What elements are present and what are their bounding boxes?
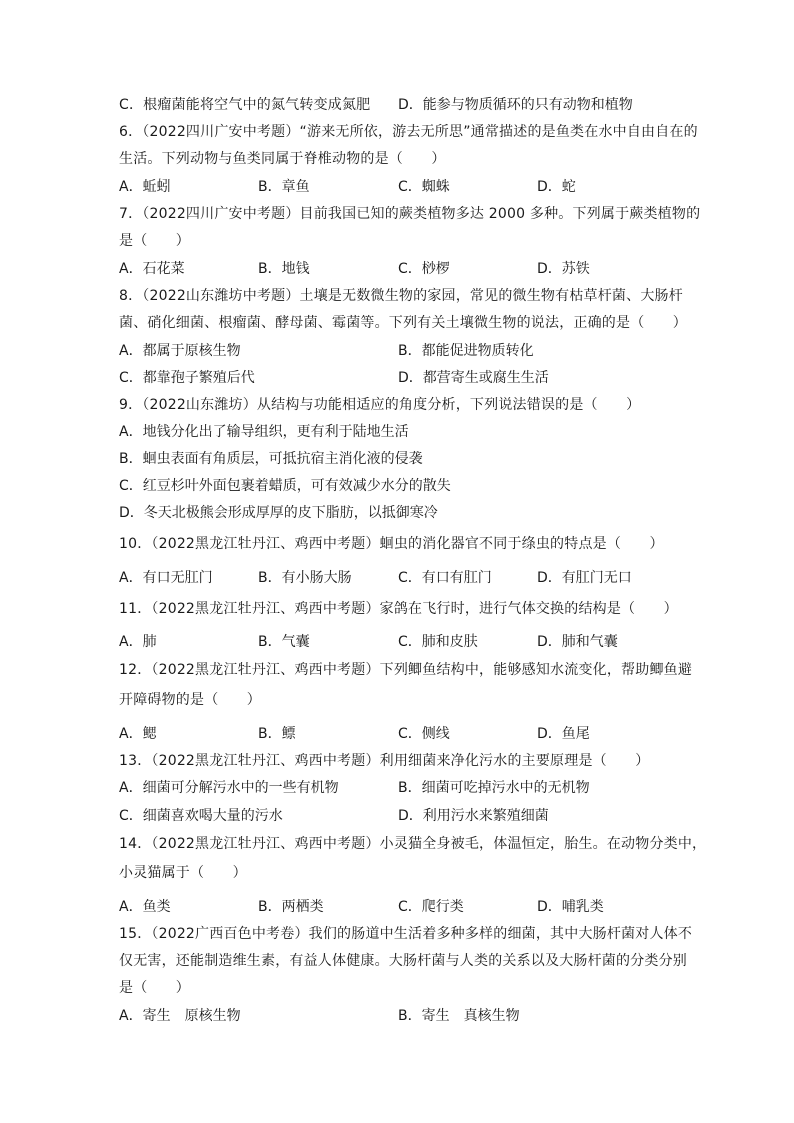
q14-option-a: A．鱼类 xyxy=(119,899,171,915)
q11-option-b: B．气囊 xyxy=(258,634,310,650)
q13-option-b: B．细菌可吃掉污水中的无机物 xyxy=(398,780,590,796)
q6-stem-line-2: 生活。下列动物与鱼类同属于脊椎动物的是（ ） xyxy=(119,151,446,167)
q8-stem-line-1: 8．（2022山东潍坊中考题）土壤是无数微生物的家园，常见的微生物有枯草杆菌、大肠杆 xyxy=(119,288,683,304)
q12-option-d: D．鱼尾 xyxy=(537,726,590,742)
q9-option-d: D．冬天北极熊会形成厚厚的皮下脂肪，以抵御寒冷 xyxy=(119,505,438,521)
q15-stem-line-1: 15．（2022广西百色中考卷）我们的肠道中生活着多种多样的细菌，其中大肠杆菌对人体不 xyxy=(119,926,693,942)
q13-stem-line-1: 13．（2022黑龙江牡丹江、鸡西中考题）利用细菌来净化污水的主要原理是（ ） xyxy=(119,753,650,769)
q15-option-a: A．寄生 原核生物 xyxy=(119,1008,241,1024)
q12-option-a: A．鳃 xyxy=(119,726,157,742)
q6-option-b: B．章鱼 xyxy=(258,179,310,195)
q6-option-d: D．蛇 xyxy=(537,179,576,195)
q15-option-b: B．寄生 真核生物 xyxy=(398,1008,520,1024)
q7-stem-line-2: 是（ ） xyxy=(119,233,190,249)
q11-option-c: C．肺和皮肤 xyxy=(398,634,478,650)
q10-option-d: D．有肛门无口 xyxy=(537,570,632,586)
q13-option-a: A．细菌可分解污水中的一些有机物 xyxy=(119,780,339,796)
q6-stem-line-1: 6．（2022四川广安中考题）“游来无所依，游去无所思”通常描述的是鱼类在水中自由自在的 xyxy=(119,124,698,140)
q8-stem-line-2: 菌、硝化细菌、根瘤菌、酵母菌、霉菌等。下列有关土壤微生物的说法，正确的是（ ） xyxy=(119,315,687,331)
q15-stem-line-2: 仅无害，还能制造维生素，有益人体健康。大肠杆菌与人类的关系以及大肠杆菌的分类分别 xyxy=(119,953,687,969)
q7-option-a: A．石花菜 xyxy=(119,261,185,277)
q6-option-a: A．蚯蚓 xyxy=(119,179,171,195)
q9-option-b: B．蛔虫表面有角质层，可抵抗宿主消化液的侵袭 xyxy=(119,451,423,467)
q14-option-b: B．两栖类 xyxy=(258,899,324,915)
q14-option-d: D．哺乳类 xyxy=(537,899,604,915)
q10-stem-line-1: 10．（2022黑龙江牡丹江、鸡西中考题）蛔虫的消化器官不同于绦虫的特点是（ ） xyxy=(119,536,664,552)
q7-option-c: C．桫椤 xyxy=(398,261,450,277)
q11-option-d: D．肺和气囊 xyxy=(537,634,618,650)
q11-option-a: A．肺 xyxy=(119,634,157,650)
q5-option-d: D．能参与物质循环的只有动物和植物 xyxy=(398,97,633,113)
q14-stem-line-1: 14．（2022黑龙江牡丹江、鸡西中考题）小灵猫全身被毛，体温恒定，胎生。在动物分类中， xyxy=(119,836,707,852)
q14-option-c: C．爬行类 xyxy=(398,899,464,915)
q5-option-c: C．根瘤菌能将空气中的氮气转变成氮肥 xyxy=(119,97,371,113)
q12-stem-line-1: 12．（2022黑龙江牡丹江、鸡西中考题）下列鲫鱼结构中，能够感知水流变化，帮助鲫鱼避 xyxy=(119,662,693,678)
q14-stem-line-2: 小灵猫属于（ ） xyxy=(119,865,247,881)
q6-option-c: C．蜘蛛 xyxy=(398,179,450,195)
q8-option-a: A．都属于原核生物 xyxy=(119,343,241,359)
q9-option-c: C．红豆杉叶外面包裹着蜡质，可有效减少水分的散失 xyxy=(119,478,451,494)
q15-stem-line-3: 是（ ） xyxy=(119,980,190,996)
q7-option-d: D．苏铁 xyxy=(537,261,590,277)
q7-stem-line-1: 7．（2022四川广安中考题）目前我国已知的蕨类植物多达 2000 多种。下列属于蕨类植物的 xyxy=(119,206,701,222)
q12-stem-line-2: 开障碍物的是（ ） xyxy=(119,692,261,708)
q12-option-c: C．侧线 xyxy=(398,726,450,742)
q8-option-c: C．都靠孢子繁殖后代 xyxy=(119,370,255,386)
q10-option-a: A．有口无肛门 xyxy=(119,570,213,586)
q13-option-c: C．细菌喜欢喝大量的污水 xyxy=(119,808,283,824)
q12-option-b: B．鳔 xyxy=(258,726,296,742)
q9-stem-line-1: 9．（2022山东潍坊）从结构与功能相适应的角度分析，下列说法错误的是（ ） xyxy=(119,397,641,413)
q10-option-c: C．有口有肛门 xyxy=(398,570,492,586)
q10-option-b: B．有小肠大肠 xyxy=(258,570,352,586)
q8-option-b: B．都能促进物质转化 xyxy=(398,343,534,359)
q9-option-a: A．地钱分化出了输导组织，更有利于陆地生活 xyxy=(119,424,409,440)
q13-option-d: D．利用污水来繁殖细菌 xyxy=(398,808,549,824)
q8-option-d: D．都营寄生或腐生生活 xyxy=(398,370,549,386)
q11-stem-line-1: 11．（2022黑龙江牡丹江、鸡西中考题）家鸽在飞行时，进行气体交换的结构是（ ） xyxy=(119,601,678,617)
q7-option-b: B．地钱 xyxy=(258,261,310,277)
